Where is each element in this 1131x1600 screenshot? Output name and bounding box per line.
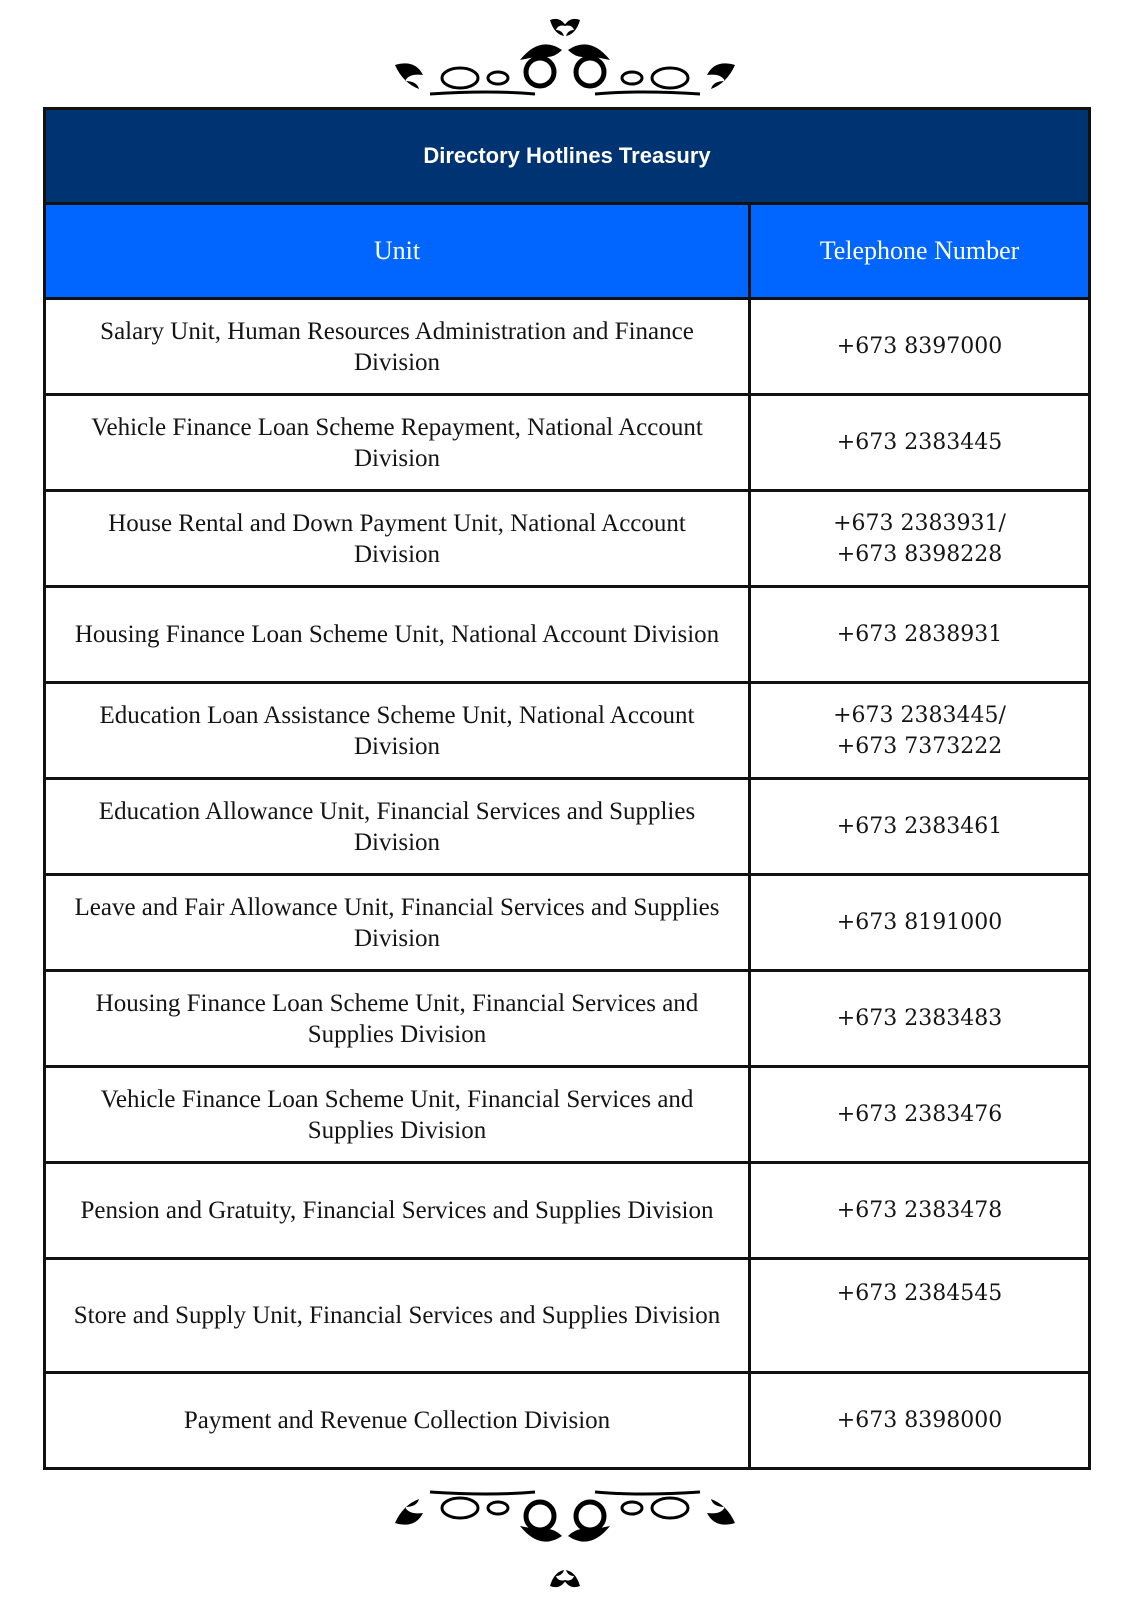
phone-number: +673 8397000 <box>836 334 1003 359</box>
table-row <box>45 1373 1090 1469</box>
table-row <box>45 683 1090 779</box>
table-row <box>45 875 1090 971</box>
phone-number: +673 2383476 <box>836 1102 1003 1127</box>
phone-number: +673 2383445/ <box>833 702 1006 728</box>
phone-number: +673 2383461 <box>836 814 1003 839</box>
column-header-telephone: Telephone Number <box>750 204 1090 299</box>
phone-cell <box>750 1373 1090 1469</box>
phone-number: +673 2838931 <box>836 622 1003 647</box>
unit-cell: Pension and Gratuity, Financial Services and Supplies Division <box>45 1163 750 1259</box>
phone-cell <box>750 779 1090 875</box>
unit-cell: Store and Supply Unit, Financial Services and Supplies Division <box>45 1259 750 1373</box>
phone-cell <box>750 299 1090 395</box>
unit-cell: Vehicle Finance Loan Scheme Repayment, National Account Division <box>45 395 750 491</box>
table-row <box>45 971 1090 1067</box>
phone-number: +673 2383483 <box>836 1006 1003 1031</box>
phone-number: +673 7373222 <box>836 733 1003 759</box>
unit-cell: Leave and Fair Allowance Unit, Financial Services and Supplies Division <box>45 875 750 971</box>
top-flourish-ornament-icon <box>390 10 740 105</box>
unit-cell: Education Loan Assistance Scheme Unit, National Account Division <box>45 683 750 779</box>
unit-cell: House Rental and Down Payment Unit, National Account Division <box>45 491 750 587</box>
table-row <box>45 1163 1090 1259</box>
phone-number: +673 2384545 <box>836 1281 1003 1306</box>
phone-number: +673 8398000 <box>836 1408 1003 1433</box>
phone-cell <box>750 875 1090 971</box>
table-row <box>45 1259 1090 1373</box>
unit-cell: Housing Finance Loan Scheme Unit, Financial Services and Supplies Division <box>45 971 750 1067</box>
unit-cell: Payment and Revenue Collection Division <box>45 1373 750 1469</box>
unit-cell: Housing Finance Loan Scheme Unit, National Account Division <box>45 587 750 683</box>
phone-number: +673 8191000 <box>836 910 1003 935</box>
unit-cell: Vehicle Finance Loan Scheme Unit, Financial Services and Supplies Division <box>45 1067 750 1163</box>
phone-cell <box>750 587 1090 683</box>
phone-number: +673 2383931/ <box>833 510 1006 536</box>
table-row <box>45 299 1090 395</box>
phone-cell <box>750 395 1090 491</box>
table-row <box>45 587 1090 683</box>
unit-cell: Education Allowance Unit, Financial Services and Supplies Division <box>45 779 750 875</box>
directory-table <box>43 107 1091 1470</box>
phone-number: +673 2383478 <box>836 1198 1003 1223</box>
table-row <box>45 395 1090 491</box>
unit-cell: Salary Unit, Human Resources Administration and Finance Division <box>45 299 750 395</box>
bottom-flourish-ornament-icon <box>390 1478 740 1596</box>
phone-cell <box>750 1067 1090 1163</box>
phone-number: +673 8398228 <box>836 541 1003 567</box>
table-row <box>45 779 1090 875</box>
phone-cell <box>750 1259 1090 1373</box>
phone-number: +673 2383445 <box>836 430 1003 455</box>
table-row <box>45 491 1090 587</box>
phone-cell <box>750 491 1090 587</box>
column-header-unit: Unit <box>45 204 750 299</box>
table-row <box>45 1067 1090 1163</box>
phone-cell <box>750 1163 1090 1259</box>
phone-cell <box>750 683 1090 779</box>
table-title: Directory Hotlines Treasury <box>45 109 1090 204</box>
phone-cell <box>750 971 1090 1067</box>
